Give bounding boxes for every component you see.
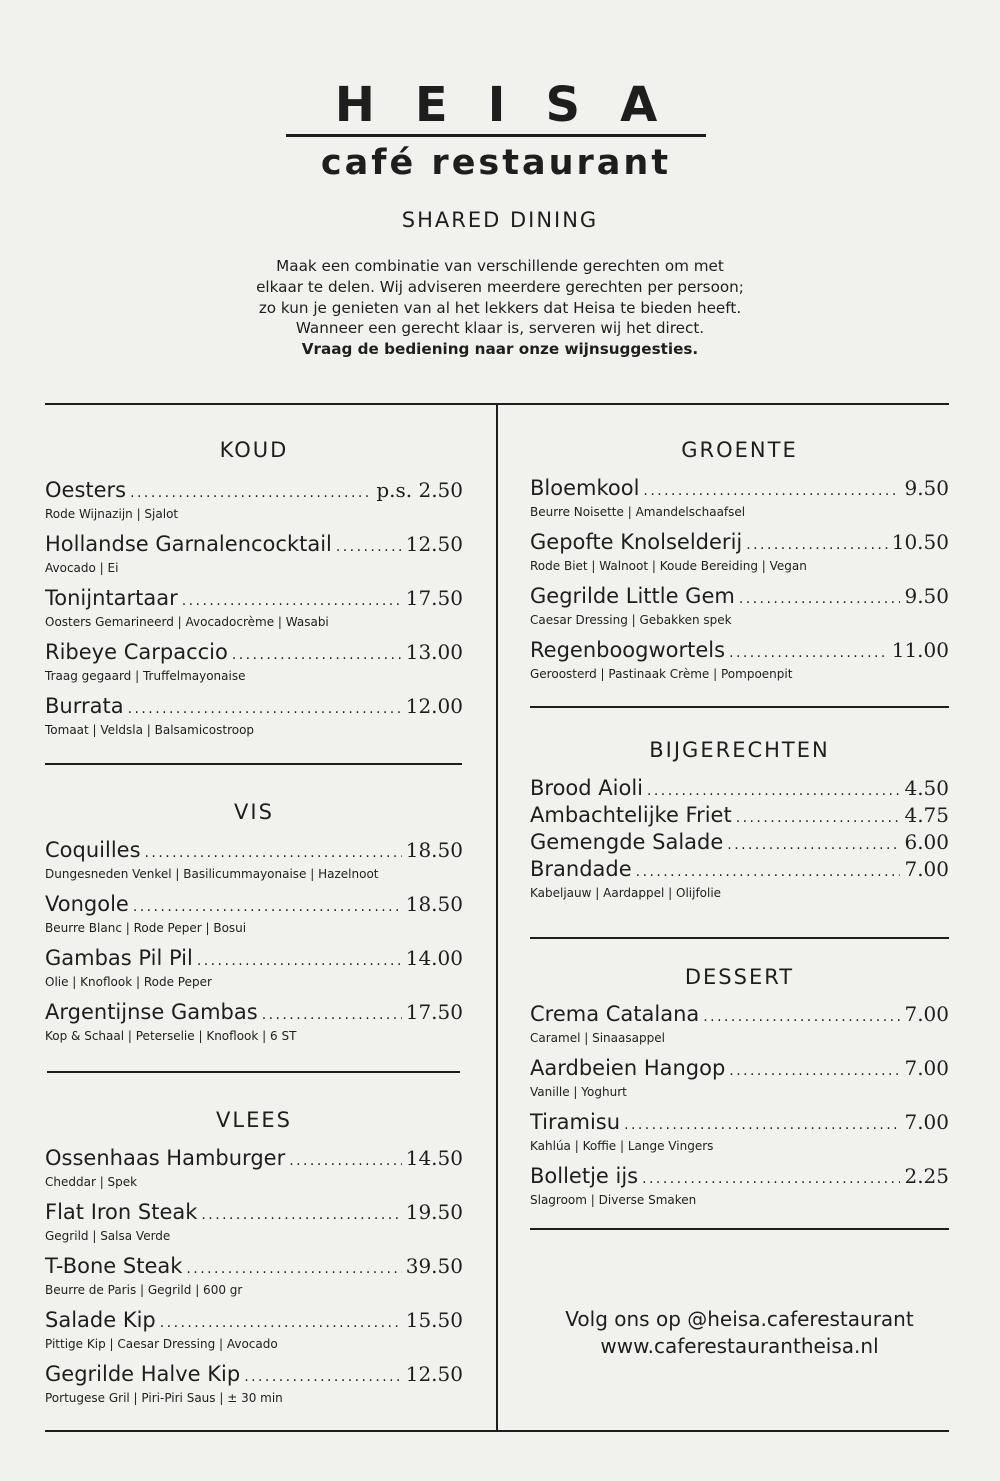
dish-description: Dungesneden Venkel | Basilicummayonaise | Hazelnoot bbox=[45, 867, 379, 881]
menu-item-row bbox=[45, 837, 463, 866]
dot-leader bbox=[642, 1166, 900, 1192]
menu-item-row bbox=[530, 637, 949, 666]
menu-item-row bbox=[45, 945, 463, 974]
dot-leader bbox=[636, 859, 901, 885]
dish-price: 12.50 bbox=[405, 1362, 463, 1386]
menu-item-row bbox=[45, 585, 463, 614]
dish-description: Beurre Blanc | Rode Peper | Bosui bbox=[45, 921, 247, 935]
dish-price: 39.50 bbox=[405, 1254, 463, 1278]
dish-price: 12.50 bbox=[405, 532, 463, 556]
section-title-groente: GROENTE bbox=[681, 438, 798, 462]
dish-price: 4.75 bbox=[904, 803, 949, 827]
intro-line: Maak een combinatie van verschillende gerechten om met bbox=[276, 257, 724, 275]
menu-item-row bbox=[530, 829, 949, 858]
dot-leader bbox=[197, 948, 402, 974]
wine-suggestion-note: Vraag de bediening naar onze wijnsuggesties. bbox=[301, 340, 699, 359]
menu-item bbox=[45, 837, 463, 881]
dot-leader bbox=[739, 586, 901, 612]
dot-leader bbox=[262, 1002, 402, 1028]
menu-item bbox=[530, 637, 949, 681]
dish-name: Bloemkool bbox=[530, 476, 640, 500]
menu-item bbox=[45, 531, 463, 575]
menu-item bbox=[45, 1253, 463, 1297]
dish-name: Hollandse Garnalencocktail bbox=[45, 532, 332, 556]
menu-item-row bbox=[45, 1145, 463, 1174]
menu-item-row bbox=[45, 1253, 463, 1282]
dish-price: 11.00 bbox=[891, 638, 949, 662]
dish-description: Cheddar | Spek bbox=[45, 1175, 138, 1189]
dish-description: Portugese Gril | Piri-Piri Saus | ± 30 min bbox=[45, 1391, 283, 1405]
menu-item bbox=[45, 585, 463, 629]
intro-line: elkaar te delen. Wij adviseren meerdere gerechten per persoon; bbox=[256, 277, 744, 296]
menu-item bbox=[45, 1307, 463, 1351]
dish-name: Ribeye Carpaccio bbox=[45, 640, 228, 664]
dot-leader bbox=[186, 1256, 401, 1282]
dish-description: Tomaat | Veldsla | Balsamicostroop bbox=[45, 723, 255, 737]
dish-name: Brood Aioli bbox=[530, 776, 643, 800]
dish-name: Coquilles bbox=[45, 838, 141, 862]
dish-description: Kabeljauw | Aardappel | Olijfolie bbox=[530, 886, 722, 900]
dish-price: 13.00 bbox=[405, 640, 463, 664]
menu-item-row bbox=[45, 999, 463, 1028]
menu-item-row bbox=[45, 1307, 463, 1336]
dish-price: p.s. 2.50 bbox=[376, 478, 463, 502]
dish-name: Regenboogwortels bbox=[530, 638, 726, 662]
dot-leader bbox=[182, 588, 402, 614]
menu-item-row bbox=[530, 475, 949, 504]
dish-description: Olie | Knoflook | Rode Peper bbox=[45, 975, 212, 989]
dish-price: 10.50 bbox=[891, 530, 949, 554]
dish-price: 19.50 bbox=[405, 1200, 463, 1224]
dish-name: Ossenhaas Hamburger bbox=[45, 1146, 286, 1170]
menu-item bbox=[530, 1001, 949, 1045]
dish-name: Gegrilde Little Gem bbox=[530, 584, 735, 608]
menu-item bbox=[530, 1055, 949, 1099]
menu-item bbox=[530, 802, 949, 831]
menu-item-row bbox=[530, 1163, 949, 1192]
dish-name: Gambas Pil Pil bbox=[45, 946, 193, 970]
dot-leader bbox=[729, 1058, 900, 1084]
dot-leader bbox=[703, 1004, 900, 1030]
menu-item bbox=[530, 475, 949, 519]
dish-description: Caramel | Sinaasappel bbox=[530, 1031, 665, 1045]
dish-name: Vongole bbox=[45, 892, 129, 916]
menu-item bbox=[45, 999, 463, 1043]
dot-leader bbox=[727, 832, 900, 858]
dot-leader bbox=[647, 778, 900, 804]
menu-item bbox=[45, 945, 463, 989]
dish-name: Gegrilde Halve Kip bbox=[45, 1362, 241, 1386]
dish-description: Geroosterd | Pastinaak Crème | Pompoenpit bbox=[530, 667, 793, 681]
menu-item-row bbox=[530, 1001, 949, 1030]
dish-description: Pittige Kip | Caesar Dressing | Avocado bbox=[45, 1337, 278, 1351]
section-divider bbox=[530, 706, 949, 708]
dish-name: Ambachtelijke Friet bbox=[530, 803, 732, 827]
dish-name: T-Bone Steak bbox=[45, 1254, 183, 1278]
dish-price: 9.50 bbox=[904, 476, 949, 500]
dot-leader bbox=[289, 1148, 402, 1174]
menu-item bbox=[45, 639, 463, 683]
dish-name: Oesters bbox=[45, 478, 127, 502]
left-column bbox=[45, 0, 463, 1481]
social-footer bbox=[530, 1306, 949, 1360]
menu-item-row bbox=[530, 775, 949, 804]
dish-price: 7.00 bbox=[904, 1110, 949, 1134]
dish-description: Kahlúa | Koffie | Lange Vingers bbox=[530, 1139, 714, 1153]
menu-item bbox=[45, 477, 463, 521]
dish-price: 9.50 bbox=[904, 584, 949, 608]
dish-description: Avocado | Ei bbox=[45, 561, 119, 575]
dot-leader bbox=[145, 840, 402, 866]
section-title-bijgerechten: BIJGERECHTEN bbox=[649, 738, 830, 762]
menu-item bbox=[530, 583, 949, 627]
menu-item bbox=[45, 891, 463, 935]
dish-price: 7.00 bbox=[904, 1002, 949, 1026]
dish-description: Oosters Gemarineerd | Avocadocrème | Wasabi bbox=[45, 615, 329, 629]
dish-price: 14.50 bbox=[405, 1146, 463, 1170]
dish-price: 4.50 bbox=[904, 776, 949, 800]
menu-item-row bbox=[45, 639, 463, 668]
menu-item-row bbox=[530, 529, 949, 558]
dish-name: Brandade bbox=[530, 857, 632, 881]
dish-name: Tiramisu bbox=[530, 1110, 621, 1134]
dot-leader bbox=[201, 1202, 401, 1228]
shared-dining-title: SHARED DINING bbox=[401, 208, 599, 232]
dish-name: Gemengde Salade bbox=[530, 830, 724, 854]
menu-item bbox=[530, 856, 949, 900]
dish-name: Burrata bbox=[45, 694, 124, 718]
dish-price: 15.50 bbox=[405, 1308, 463, 1332]
dot-leader bbox=[729, 640, 888, 666]
dish-description: Caesar Dressing | Gebakken spek bbox=[530, 613, 732, 627]
dish-name: Gepofte Knolselderij bbox=[530, 530, 743, 554]
section-title-dessert: DESSERT bbox=[684, 965, 795, 989]
dish-description: Kop & Schaal | Peterselie | Knoflook | 6 ST bbox=[45, 1029, 297, 1043]
menu-item-row bbox=[530, 802, 949, 831]
dot-leader bbox=[160, 1310, 402, 1336]
menu-item-row bbox=[530, 856, 949, 885]
menu-item-row bbox=[45, 1199, 463, 1228]
dot-leader bbox=[643, 478, 900, 504]
dish-price: 14.00 bbox=[405, 946, 463, 970]
menu-item bbox=[530, 529, 949, 573]
menu-item-row bbox=[530, 1055, 949, 1084]
intro-line: Wanneer een gerecht klaar is, serveren wij het direct. bbox=[295, 319, 705, 338]
menu-item bbox=[45, 1199, 463, 1243]
dish-price: 17.50 bbox=[405, 1000, 463, 1024]
menu-item bbox=[530, 1163, 949, 1207]
menu-item-row bbox=[45, 1361, 463, 1390]
menu-item-row bbox=[45, 891, 463, 920]
menu-item bbox=[530, 829, 949, 858]
column-divider bbox=[496, 404, 498, 1431]
dish-description: Gegrild | Salsa Verde bbox=[45, 1229, 171, 1243]
dish-description: Slagroom | Diverse Smaken bbox=[530, 1193, 697, 1207]
brand-name: HEISA bbox=[334, 77, 698, 133]
section-divider bbox=[47, 1071, 460, 1073]
dish-name: Argentijnse Gambas bbox=[45, 1000, 258, 1024]
website-link[interactable]: www.caferestaurantheisa.nl bbox=[600, 1334, 879, 1358]
dish-name: Bolletje ijs bbox=[530, 1164, 639, 1188]
menu-item-row bbox=[45, 693, 463, 722]
dish-description: Rode Biet | Walnoot | Koude Bereiding | Vegan bbox=[530, 559, 807, 573]
dot-leader bbox=[336, 534, 402, 560]
dish-price: 17.50 bbox=[405, 586, 463, 610]
dish-name: Aardbeien Hangop bbox=[530, 1056, 726, 1080]
section-title-vlees: VLEES bbox=[216, 1108, 292, 1132]
dot-leader bbox=[130, 480, 372, 506]
section-title-vis: VIS bbox=[234, 800, 274, 824]
dish-price: 18.50 bbox=[405, 892, 463, 916]
section-divider bbox=[530, 937, 949, 939]
dot-leader bbox=[736, 805, 901, 831]
menu-item-row bbox=[530, 583, 949, 612]
menu-item bbox=[530, 1109, 949, 1153]
menu-item bbox=[45, 1145, 463, 1189]
brand-subtitle: café restaurant bbox=[320, 143, 672, 183]
dish-description: Beurre de Paris | Gegrild | 600 gr bbox=[45, 1283, 243, 1297]
menu-item bbox=[45, 1361, 463, 1405]
dot-leader bbox=[133, 894, 402, 920]
intro-line: zo kun je genieten van al het lekkers dat Heisa te bieden heeft. bbox=[258, 298, 742, 317]
dot-leader bbox=[232, 642, 402, 668]
dish-name: Salade Kip bbox=[45, 1308, 156, 1332]
dish-description: Traag gegaard | Truffelmayonaise bbox=[45, 669, 246, 683]
dish-description: Rode Wijnazijn | Sjalot bbox=[45, 507, 179, 521]
dot-leader bbox=[746, 532, 887, 558]
dot-leader bbox=[624, 1112, 900, 1138]
section-divider bbox=[530, 1228, 949, 1230]
dot-leader bbox=[244, 1364, 402, 1390]
dish-name: Tonijntartaar bbox=[45, 586, 178, 610]
dish-price: 18.50 bbox=[405, 838, 463, 862]
section-title-koud: KOUD bbox=[219, 438, 289, 462]
menu-item bbox=[45, 693, 463, 737]
dish-name: Flat Iron Steak bbox=[45, 1200, 198, 1224]
section-divider bbox=[45, 763, 462, 765]
dish-price: 6.00 bbox=[904, 830, 949, 854]
dish-price: 2.25 bbox=[904, 1164, 949, 1188]
dish-name: Crema Catalana bbox=[530, 1002, 700, 1026]
dish-price: 12.00 bbox=[405, 694, 463, 718]
menu-item-row bbox=[45, 531, 463, 560]
dish-description: Vanille | Yoghurt bbox=[530, 1085, 627, 1099]
right-column bbox=[530, 0, 949, 1481]
menu-item-row bbox=[45, 477, 463, 506]
dish-description: Beurre Noisette | Amandelschaafsel bbox=[530, 505, 746, 519]
dot-leader bbox=[128, 696, 402, 722]
menu-item-row bbox=[530, 1109, 949, 1138]
dish-price: 7.00 bbox=[904, 1056, 949, 1080]
menu-item bbox=[530, 775, 949, 804]
dish-price: 7.00 bbox=[904, 857, 949, 881]
social-handle[interactable]: Volg ons op @heisa.caferestaurant bbox=[565, 1307, 914, 1331]
